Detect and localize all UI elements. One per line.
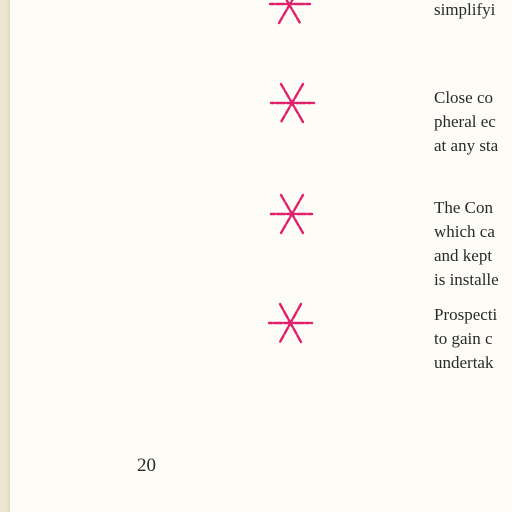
text-line: pheral ec	[434, 112, 496, 131]
paragraph-fragment	[434, 303, 512, 375]
asterisk-bullet-icon	[266, 300, 314, 348]
asterisk-bullet-icon	[268, 80, 316, 128]
text-line: Prospecti	[434, 305, 498, 324]
paragraph-fragment	[434, 0, 512, 22]
text-line: simplifyi	[434, 0, 496, 19]
page-number: 20	[137, 455, 156, 476]
asterisk-bullet-icon	[268, 190, 316, 238]
text-line: which ca	[434, 222, 495, 241]
text-line: and kept	[434, 246, 493, 265]
text-line: at any sta	[434, 136, 499, 155]
text-line: undertak	[434, 353, 494, 372]
text-line: to gain c	[434, 329, 493, 348]
paragraph-fragment	[434, 196, 512, 292]
paragraph-fragment	[434, 86, 512, 158]
text-line: is installe	[434, 270, 499, 289]
asterisk-bullet-icon	[266, 0, 314, 30]
text-line: The Con	[434, 198, 494, 217]
text-line: Close co	[434, 88, 494, 107]
